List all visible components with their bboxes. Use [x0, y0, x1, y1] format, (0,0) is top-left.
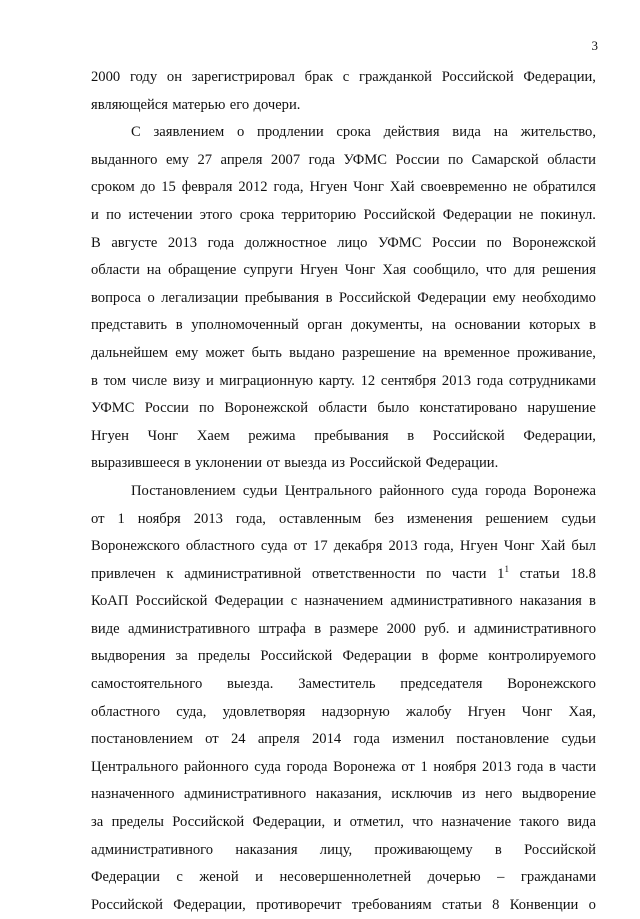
text-line: от 1 ноября 2013 года, оставленным без изменения решением судьи	[91, 510, 596, 527]
document-body	[91, 64, 596, 919]
text-line: 2000 году он зарегистрировал брак с гражданкой Российской Федерации,	[91, 69, 596, 85]
text-line: области на обращение супруги Нгуен Чонг Хая сообщило, что для решения	[91, 262, 596, 279]
text-line: Центрального районного суда города Воронежа от 1 ноября 2013 года в части	[91, 758, 596, 775]
text-line: С заявлением о продлении срока действия вида на жительство,	[131, 124, 596, 141]
page-number: 3	[591, 38, 598, 53]
text-line: представить в уполномоченный орган документы, на основании которых в	[91, 317, 596, 334]
text-line: виде административного штрафа в размере 2000 руб. и административного	[91, 620, 596, 637]
text-line: УФМС России по Воронежской области было констатировано нарушение	[91, 400, 596, 417]
text-line: В августе 2013 года должностное лицо УФМС России по Воронежской	[91, 234, 596, 251]
text-line: Постановлением судьи Центрального районного суда города Воронежа	[131, 482, 596, 499]
text-line: самостоятельного выезда. Заместитель председателя Воронежского	[91, 676, 596, 693]
text-line: Федерации с женой и несовершеннолетней дочерью – гражданами	[91, 869, 596, 886]
text-line: Воронежского областного суда от 17 декабря 2013 года, Нгуен Чонг Хай был	[91, 538, 596, 555]
text-line: областного суда, удовлетворяя надзорную жалобу Нгуен Чонг Хая,	[91, 703, 596, 720]
text-line: постановлением от 24 апреля 2014 года изменил постановление судьи	[91, 731, 596, 748]
paragraph	[91, 119, 596, 478]
text-line: назначенного административного наказания, исключив из него выдворение	[91, 786, 596, 803]
text-line: дальнейшем ему может быть выдано разрешение на временное проживание,	[91, 344, 596, 361]
text-line: выразившееся в уклонении от выезда из Российской Федерации.	[91, 455, 499, 472]
text-line: выдворения за пределы Российской Федерации в форме контролируемого	[91, 648, 596, 665]
text-line: за пределы Российской Федерации, и отметил, что назначение такого вида	[91, 814, 596, 831]
text-line: административного наказания лицу, проживающему в Российской	[91, 841, 596, 858]
text-line: сроком до 15 февраля 2012 года, Нгуен Чонг Хай своевременно не обратился	[91, 179, 596, 196]
text-line: в том числе визу и миграционную карту. 12 сентября 2013 года сотрудниками	[91, 372, 596, 389]
text-line: Нгуен Чонг Хаем режима пребывания в Российской Федерации,	[91, 427, 596, 444]
text-line: и по истечении этого срока территорию Российской Федерации не покинул.	[91, 206, 596, 223]
text-line: выданного ему 27 апреля 2007 года УФМС России по Самарской области	[91, 151, 596, 168]
text-line: вопроса о легализации пребывания в Российской Федерации ему необходимо	[91, 289, 596, 306]
text-line: КоАП Российской Федерации с назначением административного наказания в	[91, 593, 596, 610]
paragraph	[91, 478, 596, 919]
paragraph	[91, 64, 596, 119]
text-line: являющейся матерью его дочери.	[91, 96, 301, 113]
text-line: Российской Федерации, противоречит требованиям статьи 8 Конвенции о	[91, 896, 596, 913]
text-line: привлечен к административной ответственности по части $1^1$ статьи 18.8	[91, 563, 596, 582]
